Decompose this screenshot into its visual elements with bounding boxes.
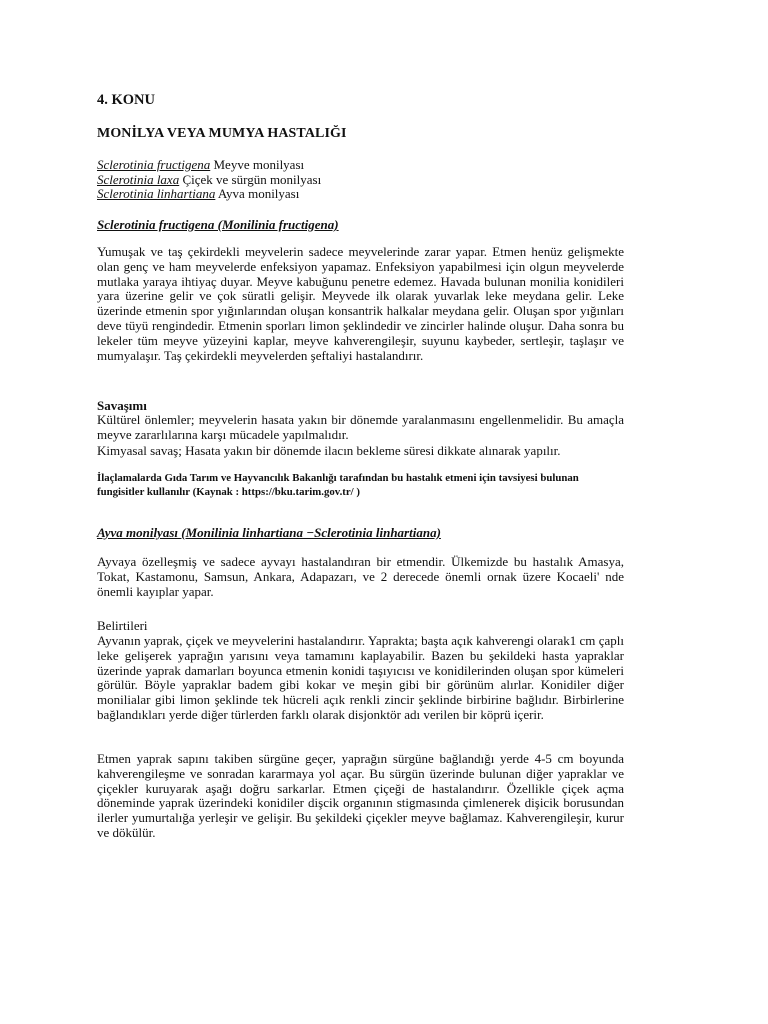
control-cultural: Kültürel önlemler; meyvelerin hasata yakın bir dönemde yaralanmasını engellenmelidir. Bu amaçla meyve zararlılarına karşı mücadele yapılmalıdır. [97,412,624,442]
main-heading: MONİLYA VEYA MUMYA HASTALIĞI [97,126,347,141]
control-heading: Savaşımı [97,398,147,413]
species-desc: Ayva monilyası [215,186,300,201]
symptoms-paragraph: Ayvanın yaprak, çiçek ve meyvelerini hastalandırır. Yaprakta; başta açık kahverengi olarak1 cm çaplı leke gelişerek yaprağın yarısını veya tamamını kaplayabilir. Bazen bu şekildeki hasta yapraklar üzerinde yaprak damarları boyunca etmenin konidi taşıyıcısı ve konidilerinden oluşan spor kümeleri görülür. Böyle yapraklar badem gibi kokar ve meşin gibi bir görünüm alırlar. Konidiler diğer monilialar gibi limon şeklinde tek hücreli açık renkli zincir şeklinde birbirine bağlıdır. Birbirlerine bağlandıkları yerde diğer türlerden farklı olarak disjonktör adı verilen bir köprü içerir. [97,633,624,722]
symptoms-heading: Belirtileri [97,618,148,633]
species-name: Sclerotinia linhartiana [97,186,216,201]
control-chemical: Kimyasal savaş; Hasata yakın bir dönemde ilacın bekleme süresi dikkate alınarak yapılır. [97,443,561,458]
section2-paragraph3: Etmen yaprak sapını takiben sürgüne geçer, yaprağın sürgüne bağlandığı yerde 4-5 cm boyunda kahverengileşme ve sonradan kararmaya yol açar. Bu sürgün üzerinde bulunan diğer yapraklar ve çiçekler kuruyarak aşağı doğru sarkarlar. Etmen çiçeği de hastalandırır. Özellikle çiçek açma döneminde yaprak üzerindeki konidiler dişcik organının stigmasında çimlenerek dişicik borusundan ilerler yumurtalığa yerleşir ve gelişir. Bu şekildeki çiçekler meyve bağlamaz. Kahverengileşir, kurur ve dökülür. [97,751,624,840]
section1-heading: Sclerotinia fructigena (Monilinia fructigena) [97,217,339,232]
section2-intro: Ayvaya özelleşmiş ve sadece ayvayı hastalandıran bir etmendir. Ülkemizde bu hastalık Amasya, Tokat, Kastamonu, Samsun, Ankara, Adapazarı, ve 2 derecede önemli ornak üzere Kocaeli' nde önemli kayıplar yapar. [97,554,624,599]
section2-heading: Ayva monilyası (Monilinia linhartiana −Sclerotinia linhartiana) [97,525,441,540]
species-desc: Meyve monilyası [210,157,305,172]
species-name: Sclerotinia fructigena [97,157,211,172]
species-list [97,158,321,202]
species-name: Sclerotinia laxa [97,171,180,187]
species-item [97,173,321,188]
section1-paragraph: Yumuşak ve taş çekirdekli meyvelerin sadece meyvelerinde zarar yapar. Etmen henüz gelişmekte olan genç ve ham meyvelerde enfeksiyon yapamaz. Enfeksiyon yapabilmesi için olgun meyvelerde mutlaka yaraya ihtiyaç duyar. Meyve kabuğunu penetre edemez. Havada bulunan monilia konidileri yara üzerine gelir ve çok süratli gelişir. Meyvede ilk olarak yuvarlak leke meydana gelir. Leke üzerinde etmenin spor yığınlarından oluşan konsantrik halkalar meydana gelir. Oluşan spor yığınları deve tüyü rengindedir. Etmenin sporları limon şeklindedir ve zincirler halinde oluşur. Daha sonra bu lekeler tüm meyve yüzeyini kaplar, meyve kahverengileşir, suyunu kaybeder, sertleşir, taşlaşır ve mumyalaşır. Taş çekirdekli meyvelerden şeftaliyi hastalandırır. [97,244,624,363]
species-item [97,158,321,173]
chapter-title: 4. KONU [97,92,155,108]
species-desc: Çiçek ve sürgün monilyası [179,171,322,187]
species-item [97,187,321,202]
pesticide-note: İlaçlamalarda Gıda Tarım ve Hayvancılık Bakanlığı tarafından bu hastalık etmeni için tavsiyesi bulunan fungisitler kullanılır (Kaynak : https://bku.tarim.gov.tr/ ) [97,472,579,498]
